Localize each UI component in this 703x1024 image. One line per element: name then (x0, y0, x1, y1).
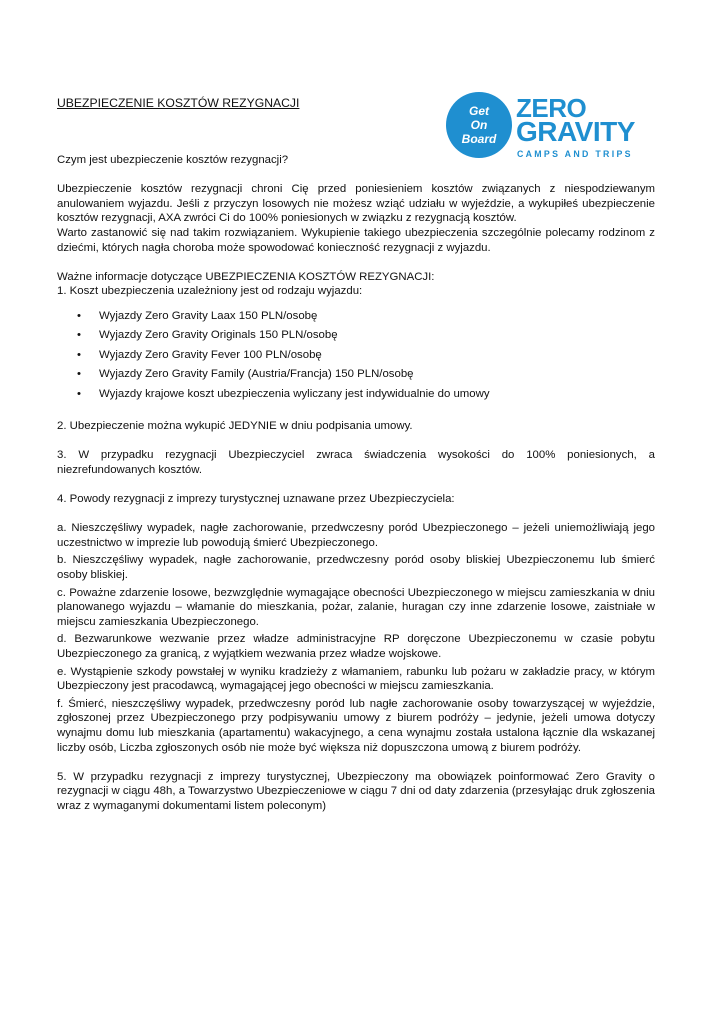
reason-b: b. Nieszczęśliwy wypadek, nagłe zachorowanie, przedwczesny poród osoby bliskiej Ubezpieczonemu lub śmierć osoby bliskiej. (57, 554, 655, 581)
reason-c: c. Poważne zdarzenie losowe, bezwzględnie wymagające obecności Ubezpieczonego w miejscu zamieszkania w dniu planowanego wyjazdu – włamanie do mieszkania, pożar, zalanie, huragan czy inne zdarzenie losowe, zaistniałe w miejscu zamieszkania Ubezpieczonego. (57, 586, 655, 628)
intro-paragraph-1: Ubezpieczenie kosztów rezygnacji chroni Cię przed poniesieniem kosztów związanych z niespodziewanym anulowaniem wyjazdu. Jeśli z przyczyn losowych nie możesz wziąć udziału w wyjeździe, a wykupiłeś ubezpieczenie kosztów rezygnacji, AXA zwróci Ci do 100% poniesionych w związku z rezygnacją kosztów. (57, 183, 655, 225)
intro-paragraph-2: Warto zastanowić się nad takim rozwiązaniem. Wykupienie takiego ubezpieczenia szczególnie polecamy rodzinom z dziećmi, których nagła choroba może spowodować konieczność rezygnacji z wyjazdu. (57, 226, 655, 254)
list-item-text: Wyjazdy Zero Gravity Family (Austria/Francja) 150 PLN/osobę (99, 368, 414, 381)
logo-tagline: CAMPS AND TRIPS (517, 149, 633, 159)
reason-f: f. Śmierć, nieszczęśliwy wypadek, przedwczesny poród lub nagłe zachorowanie osoby towarzyszącej w wyjeździe, zgłoszonej przez Ubezpieczonego przy podpisywaniu umowy z biurem podróży – jedynie, jeżeli umowa dotyczy wynajmu domu lub mieszkania (apartamentu) wakacyjnego, a cena wynajmu została ustalona łącznie dla wskazanej liczby osób, Liczba zgłoszonych osób nie może być większa niż dopuszczona umową z biurem podróży. (57, 697, 655, 754)
document-body (57, 153, 655, 813)
point-3: 3. W przypadku rezygnacji Ubezpieczyciel zwraca świadczenia wysokości do 100% poniesionych, a niezrefundowanych kosztów. (57, 449, 655, 476)
badge-line-on: On (470, 118, 488, 132)
logo-word-zero: ZERO (516, 93, 587, 123)
list-item-text: Wyjazdy Zero Gravity Laax 150 PLN/osobę (99, 309, 318, 322)
point-2: 2. Ubezpieczenie można wykupić JEDYNIE w dniu podpisania umowy. (57, 420, 413, 433)
important-info-header: Ważne informacje dotyczące UBEZPIECZENIA KOSZTÓW REZYGNACJI: (57, 270, 435, 283)
point-1: 1. Koszt ubezpieczenia uzależniony jest od rodzaju wyjazdu: (57, 285, 363, 298)
bullet-icon: • (77, 348, 81, 361)
list-item (57, 385, 655, 405)
badge-line-board: Board (461, 132, 497, 146)
point-5: 5. W przypadku rezygnacji z imprezy turystycznej, Ubezpieczony ma obowiązek poinformować Zero Gravity o rezygnacji w ciągu 48h, a Towarzystwo Ubezpieczeniowe w ciągu 7 dni od daty zdarzenia (przesyłając druk zgłoszenia wraz z wymaganymi dokumentami listem poleconym) (57, 770, 655, 812)
bullet-icon: • (77, 329, 81, 342)
list-item (57, 346, 655, 366)
reason-e: e. Wystąpienie szkody powstałej w wyniku kradzieży z włamaniem, rabunku lub pożaru w zakładzie pracy, w którym Ubezpieczony jest pracodawcą, wymagającej jego obecności w miejscu zamieszkania. (57, 665, 655, 693)
question-heading: Czym jest ubezpieczenie kosztów rezygnacji? (57, 154, 289, 166)
badge-line-get: Get (468, 104, 489, 118)
list-item (57, 326, 655, 346)
list-item (57, 307, 655, 327)
list-item-text: Wyjazdy krajowe koszt ubezpieczenia wyliczany jest indywidualnie do umowy (99, 387, 490, 400)
price-list (57, 307, 655, 405)
bullet-icon: • (77, 387, 81, 400)
document-title: UBEZPIECZENIE KOSZTÓW REZYGNACJI (57, 96, 300, 110)
logo-word-gravity: GRAVITY (516, 116, 635, 147)
list-item-text: Wyjazdy Zero Gravity Originals 150 PLN/osobę (99, 329, 338, 342)
reason-a: a. Nieszczęśliwy wypadek, nagłe zachorowanie, przedwczesny poród Ubezpieczonego – jeżeli uniemożliwiają jego uczestnictwo w imprezie lub powodują śmierć Ubezpieczonego. (57, 522, 655, 549)
bullet-icon: • (77, 368, 81, 381)
get-on-board-badge (446, 92, 512, 158)
list-item (57, 365, 655, 385)
point-4: 4. Powody rezygnacji z imprezy turystycznej uznawane przez Ubezpieczyciela: (57, 493, 455, 505)
list-item-text: Wyjazdy Zero Gravity Fever 100 PLN/osobę (99, 348, 322, 361)
reason-d: d. Bezwarunkowe wezwanie przez władze administracyjne RP doręczone Ubezpieczonemu w czasie pobytu Ubezpieczonego za granicą, z wyjątkiem wezwania przez władze wojskowe. (57, 633, 655, 660)
bullet-icon: • (77, 309, 81, 322)
